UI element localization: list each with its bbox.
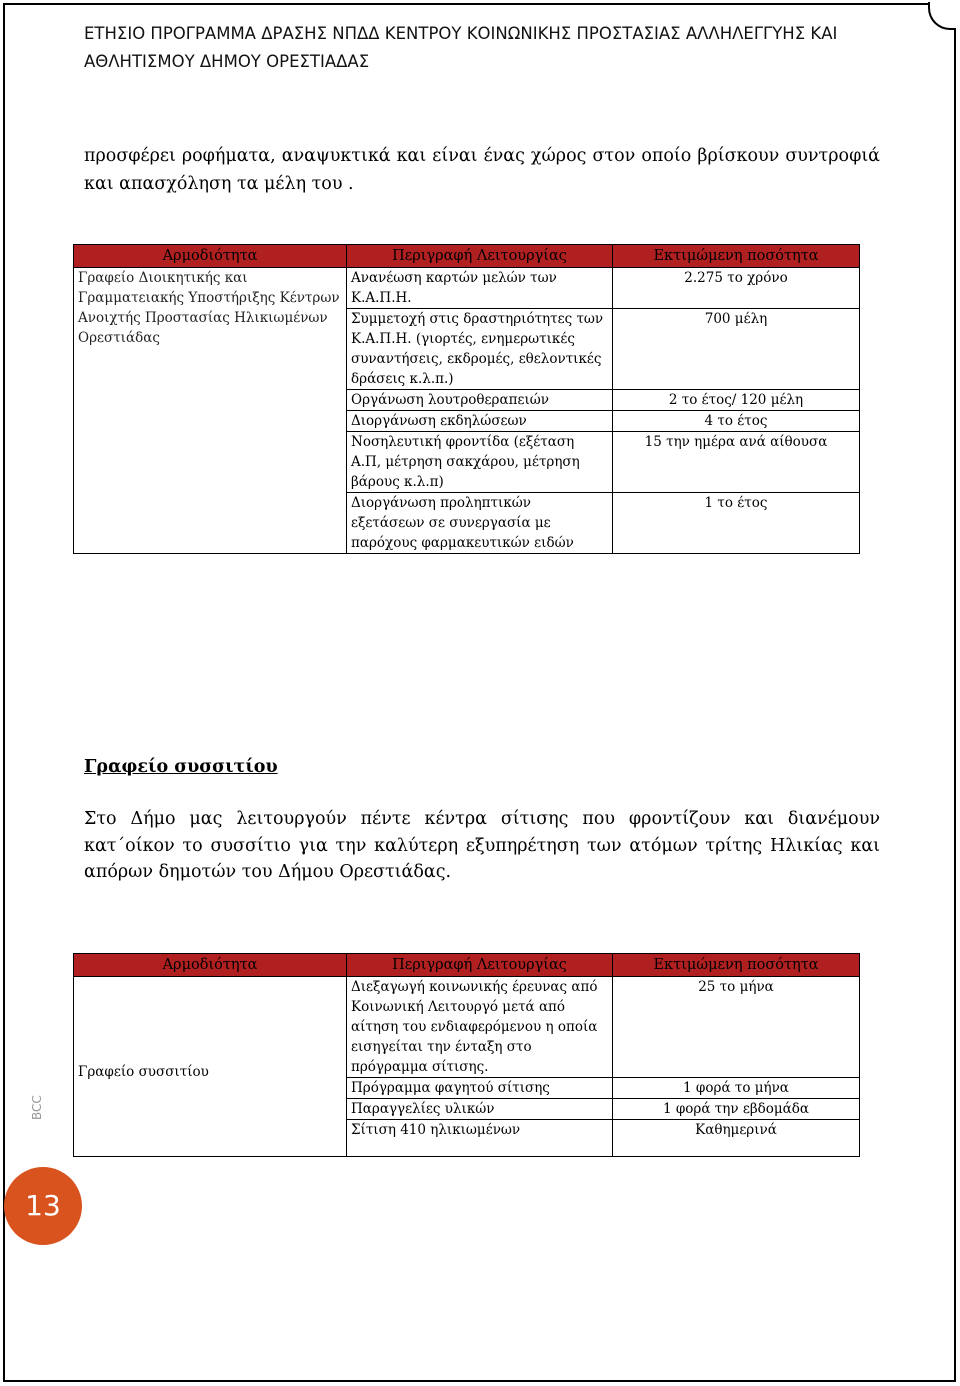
quantity-cell: 1 φορά το μήνα xyxy=(613,1078,860,1099)
description-cell: Συμμετοχή στις δραστηριότητες των Κ.Α.Π.Η. (γιορτές, ενημερωτικές συναντήσεις, εκδρομές, εθελοντικές δράσεις κ.λ.π.) xyxy=(347,309,613,390)
quantity-cell: 15 την ημέρα ανά αίθουσα xyxy=(613,432,860,493)
section-paragraph: Στο Δήμο μας λειτουργούν πέντε κέντρα σίτισης που φροντίζουν και διανέμουν κατ΄οίκον το συσσίτιο για την καλύτερη εξυπηρέτηση των ατόμων τρίτης Ηλικίας και απόρων δημοτών του Δήμου Ορεστιάδας. xyxy=(84,809,880,882)
quantity-cell: 4 το έτος xyxy=(613,411,860,432)
table-header-row xyxy=(74,245,860,268)
column-header-quantity: Εκτιμώμενη ποσότητα xyxy=(613,245,860,268)
canteen-activities-table xyxy=(73,953,860,1157)
column-header-description: Περιγραφή Λειτουργίας xyxy=(347,954,613,977)
column-header-responsibility: Αρμοδιότητα xyxy=(74,245,347,268)
header-line-2: ΑΘΛΗΤΙΣΜΟΥ ΔΗΜΟΥ ΟΡΕΣΤΙΑΔΑΣ xyxy=(84,52,370,71)
quantity-cell: 2 το έτος/ 120 μέλη xyxy=(613,390,860,411)
description-cell: Διοργάνωση προληπτικών εξετάσεων σε συνεργασία με παρόχους φαρμακευτικών ειδών xyxy=(347,493,613,554)
page-frame xyxy=(3,3,956,1382)
description-cell: Οργάνωση λουτροθεραπειών xyxy=(347,390,613,411)
side-label: BCC xyxy=(30,1095,44,1120)
quantity-cell: 1 φορά την εβδομάδα xyxy=(613,1099,860,1120)
quantity-cell: 25 το μήνα xyxy=(613,977,860,1078)
column-header-quantity: Εκτιμώμενη ποσότητα xyxy=(613,954,860,977)
table-row xyxy=(74,977,860,1078)
description-cell: Πρόγραμμα φαγητού σίτισης xyxy=(347,1078,613,1099)
table-row xyxy=(74,268,860,309)
description-cell: Παραγγελίες υλικών xyxy=(347,1099,613,1120)
column-header-description: Περιγραφή Λειτουργίας xyxy=(347,245,613,268)
intro-paragraph: προσφέρει ροφήματα, αναψυκτικά και είναι ένας χώρος στον οποίο βρίσκουν συντροφιά και απασχόληση τα μέλη του . xyxy=(84,146,880,194)
description-cell: Σίτιση 410 ηλικιωμένων xyxy=(347,1120,613,1157)
kapi-activities-table xyxy=(73,244,860,554)
description-cell: Διεξαγωγή κοινωνικής έρευνας από Κοινωνική Λειτουργό μετά από αίτηση του ενδιαφερόμενου η οποία εισηγείται την ένταξη στο πρόγραμμα σίτισης. xyxy=(347,977,613,1078)
column-header-responsibility: Αρμοδιότητα xyxy=(74,954,347,977)
responsibility-cell: Γραφείο Διοικητικής και Γραμματειακής Υποστήριξης Κέντρων Ανοιχτής Προστασίας Ηλικιωμένων Ορεστιάδας xyxy=(74,268,347,554)
document-header xyxy=(84,20,884,76)
description-cell: Διοργάνωση εκδηλώσεων xyxy=(347,411,613,432)
quantity-cell: 1 το έτος xyxy=(613,493,860,554)
responsibility-cell: Γραφείο συσσιτίου xyxy=(74,977,347,1157)
table-header-row xyxy=(74,954,860,977)
section-title: Γραφείο συσσιτίου xyxy=(84,757,278,777)
header-line-1: ΕΤΗΣΙΟ ΠΡΟΓΡΑΜΜΑ ΔΡΑΣΗΣ ΝΠΔΔ ΚΕΝΤΡΟΥ ΚΟΙΝΩΝΙΚΗΣ ΠΡΟΣΤΑΣΙΑΣ ΑΛΛΗΛΕΓΓΥΗΣ ΚΑΙ xyxy=(84,24,838,43)
page-number-badge: 13 xyxy=(4,1167,82,1245)
description-cell: Ανανέωση καρτών μελών των Κ.Α.Π.Η. xyxy=(347,268,613,309)
quantity-cell: 2.275 το χρόνο xyxy=(613,268,860,309)
quantity-cell: Καθημερινά xyxy=(613,1120,860,1157)
description-cell: Νοσηλευτική φροντίδα (εξέταση Α.Π, μέτρηση σακχάρου, μέτρηση βάρους κ.λ.π) xyxy=(347,432,613,493)
quantity-cell: 700 μέλη xyxy=(613,309,860,390)
